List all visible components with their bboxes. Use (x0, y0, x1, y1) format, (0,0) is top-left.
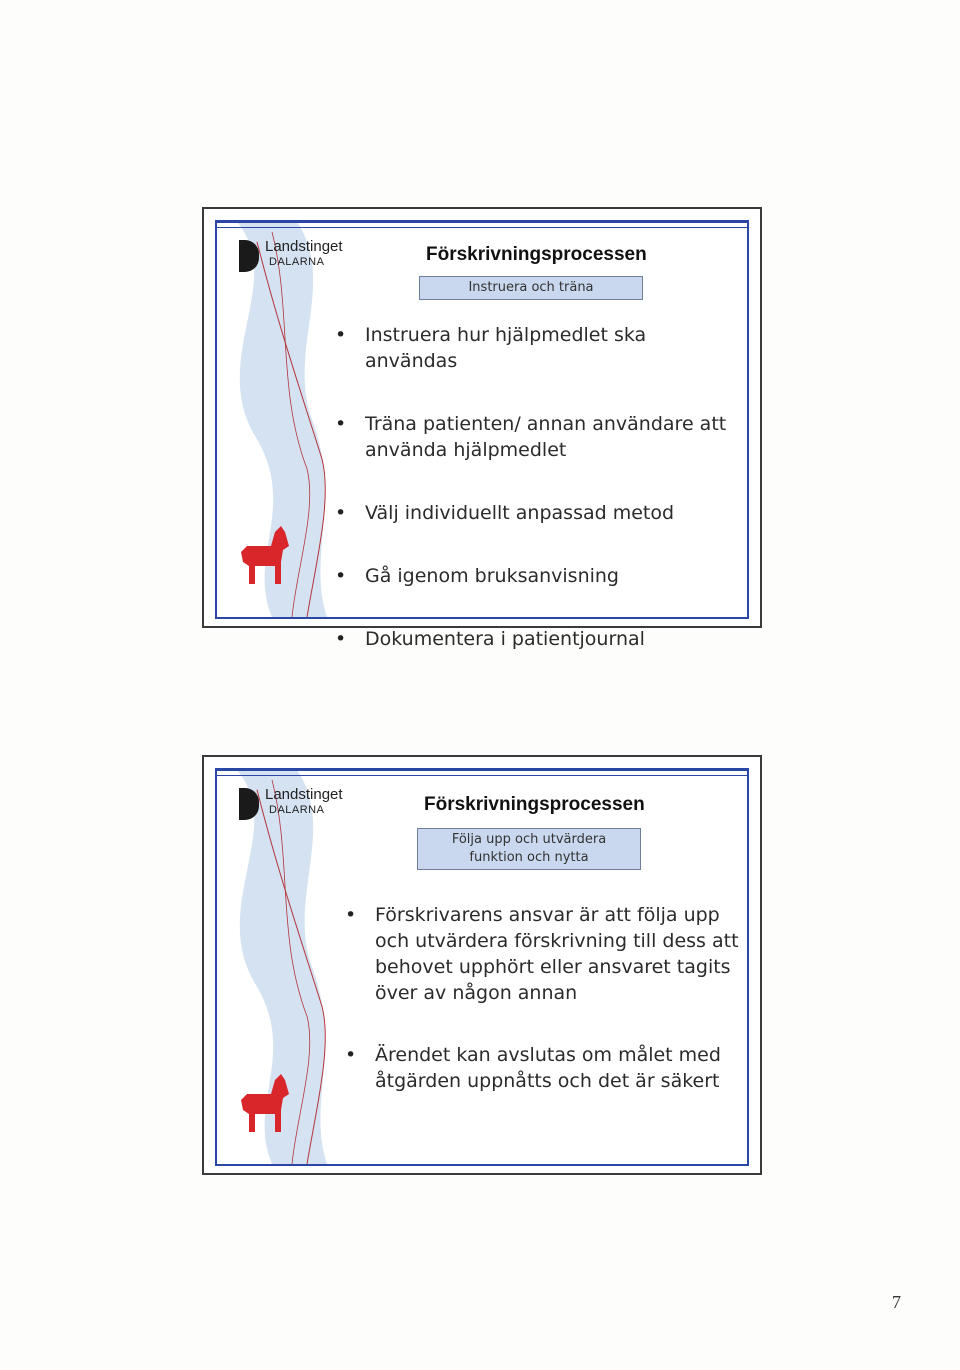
bullet-list (335, 322, 735, 652)
logo-line1: Landstinget (265, 238, 343, 255)
list-item: • Välj individuellt anpassad metod (335, 500, 735, 526)
slide-title: Förskrivningsprocessen (424, 794, 645, 815)
logo-line1: Landstinget (265, 786, 343, 803)
list-item: • Gå igenom bruksanvisning (335, 563, 735, 589)
slide-2 (202, 755, 762, 1175)
slide-frame (215, 220, 749, 650)
slide-subtitle: Följa upp och utvärdera funktion och nytta (417, 828, 641, 870)
slide-subtitle: Instruera och träna (419, 276, 643, 300)
list-item: • Instruera hur hjälpmedlet ska användas (335, 322, 735, 374)
bullet-list (345, 902, 740, 1094)
slide-1 (202, 207, 762, 650)
list-item: • Förskrivarens ansvar är att följa upp och utvärdera förskrivning till dess att behovet upphört eller ansvaret tagits över av någon annan (345, 902, 740, 1006)
list-item: • Ärendet kan avslutas om målet med åtgärden uppnåtts och det är säkert (345, 1042, 740, 1094)
slide-title: Förskrivningsprocessen (426, 244, 647, 265)
logo-line2: DALARNA (269, 804, 325, 816)
slide-frame (215, 768, 749, 1166)
dala-horse-icon (237, 1070, 293, 1134)
list-item: • Träna patienten/ annan användare att använda hjälpmedlet (335, 411, 735, 463)
page-number: 7 (892, 1292, 901, 1312)
logo-line2: DALARNA (269, 256, 325, 268)
dala-horse-icon (237, 522, 293, 586)
list-item: • Dokumentera i patientjournal (335, 626, 735, 652)
